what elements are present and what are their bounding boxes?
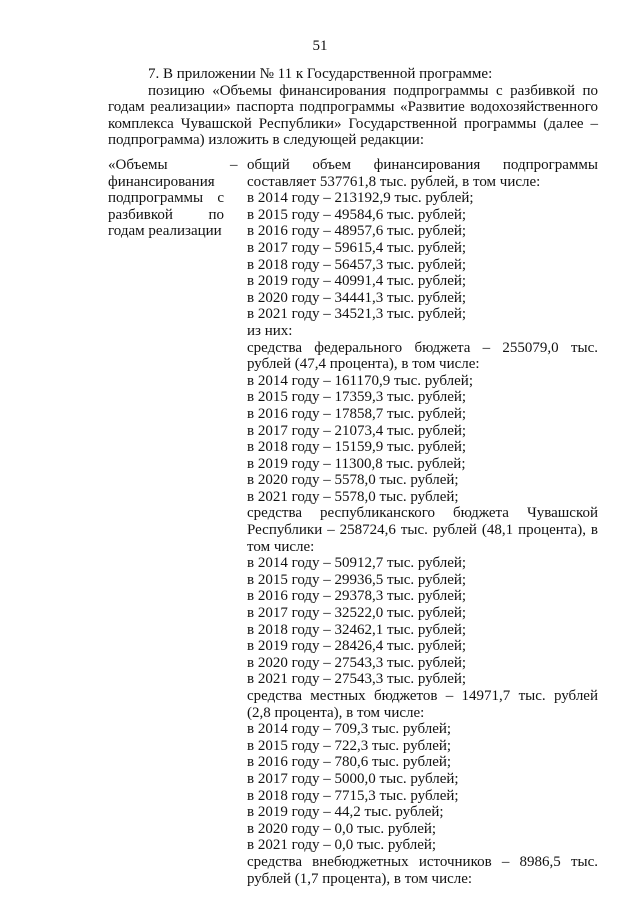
local-year-line: в 2014 году – 709,3 тыс. рублей; (247, 721, 452, 738)
federal-year-line: в 2021 году – 5578,0 тыс. рублей; (247, 488, 459, 505)
page-number: 51 (312, 38, 328, 54)
local-year-line: в 2017 году – 5000,0 тыс. рублей; (247, 770, 459, 787)
total-year-line: в 2016 году – 48957,6 тыс. рублей; (247, 223, 467, 240)
federal-year-line: в 2015 году – 17359,3 тыс. рублей; (247, 389, 467, 406)
federal-heading: средства федерального бюджета – 255079,0 тыс. рублей (47,4 процента), в том числе: (247, 339, 598, 373)
row-dash: – (230, 157, 238, 173)
total-year-line: в 2018 году – 56457,3 тыс. рублей; (247, 256, 467, 273)
republic-year-line: в 2019 году – 28426,4 тыс. рублей; (247, 638, 467, 655)
republic-year-line: в 2015 году – 29936,5 тыс. рублей; (247, 571, 467, 588)
total-year-line: в 2015 году – 49584,6 тыс. рублей; (247, 206, 467, 223)
local-year-line: в 2019 году – 44,2 тыс. рублей; (247, 804, 444, 821)
intro-instruction: позицию «Объемы финансирования подпрограммы с разбивкой по годам реализации» паспорта подпрограммы «Развитие водохозяйственного комплекса Чувашской Республики» Государственной программы (далее – подпрограмма) изложить в следующей редакции: (108, 82, 598, 149)
republic-year-line: в 2020 году – 27543,3 тыс. рублей; (247, 654, 467, 671)
total-year-line: в 2017 году – 59615,4 тыс. рублей; (247, 239, 467, 256)
local-year-line: в 2018 году – 7715,3 тыс. рублей; (247, 787, 459, 804)
republic-year-line: в 2016 году – 29378,3 тыс. рублей; (247, 588, 467, 605)
local-year-line: в 2021 году – 0,0 тыс. рублей; (247, 837, 437, 854)
federal-year-line: в 2019 году – 11300,8 тыс. рублей; (247, 455, 466, 472)
total-year-line: в 2021 году – 34521,3 тыс. рублей; (247, 306, 467, 323)
total-year-line: в 2014 году – 213192,9 тыс. рублей; (247, 190, 474, 207)
intro-block (108, 66, 598, 149)
local-year-line: в 2015 году – 722,3 тыс. рублей; (247, 737, 452, 754)
total-year-line: в 2019 году – 40991,4 тыс. рублей; (247, 273, 467, 290)
republic-year-line: в 2018 году – 32462,1 тыс. рублей; (247, 621, 467, 638)
republic-heading: средства республиканского бюджета Чувашской Республики – 258724,6 тыс. рублей (48,1 процента), в том числе: (247, 505, 598, 555)
republic-year-line: в 2021 году – 27543,3 тыс. рублей; (247, 671, 467, 688)
total-heading: общий объем финансирования подпрограммы составляет 537761,8 тыс. рублей, в том числе: (247, 157, 598, 190)
total-year-line: в 2020 году – 34441,3 тыс. рублей; (247, 289, 467, 306)
local-year-line: в 2020 году – 0,0 тыс. рублей; (247, 820, 437, 837)
republic-year-line: в 2017 году – 32522,0 тыс. рублей; (247, 605, 467, 622)
local-heading: средства местных бюджетов – 14971,7 тыс. рублей (2,8 процента), в том числе: (247, 688, 598, 721)
extrabudget-heading: средства внебюджетных источников – 8986,5 тыс. рублей (1,7 процента), в том числе: (247, 853, 598, 887)
federal-year-line: в 2018 году – 15159,9 тыс. рублей; (247, 439, 467, 456)
federal-year-line: в 2020 году – 5578,0 тыс. рублей; (247, 472, 459, 489)
federal-year-line: в 2016 году – 17858,7 тыс. рублей; (247, 405, 467, 422)
row-label: «Объемы финансирования подпрограммы с разбивкой по годам реализации (108, 157, 224, 240)
federal-year-line: в 2014 году – 161170,9 тыс. рублей; (247, 372, 473, 389)
of-them-label: из них: (247, 322, 293, 339)
intro-item-heading: 7. В приложении № 11 к Государственной программе: (148, 66, 493, 82)
federal-year-line: в 2017 году – 21073,4 тыс. рублей; (247, 422, 467, 439)
local-year-line: в 2016 году – 780,6 тыс. рублей; (247, 754, 452, 771)
financing-details (247, 157, 598, 887)
republic-year-line: в 2014 году – 50912,7 тыс. рублей; (247, 555, 467, 572)
